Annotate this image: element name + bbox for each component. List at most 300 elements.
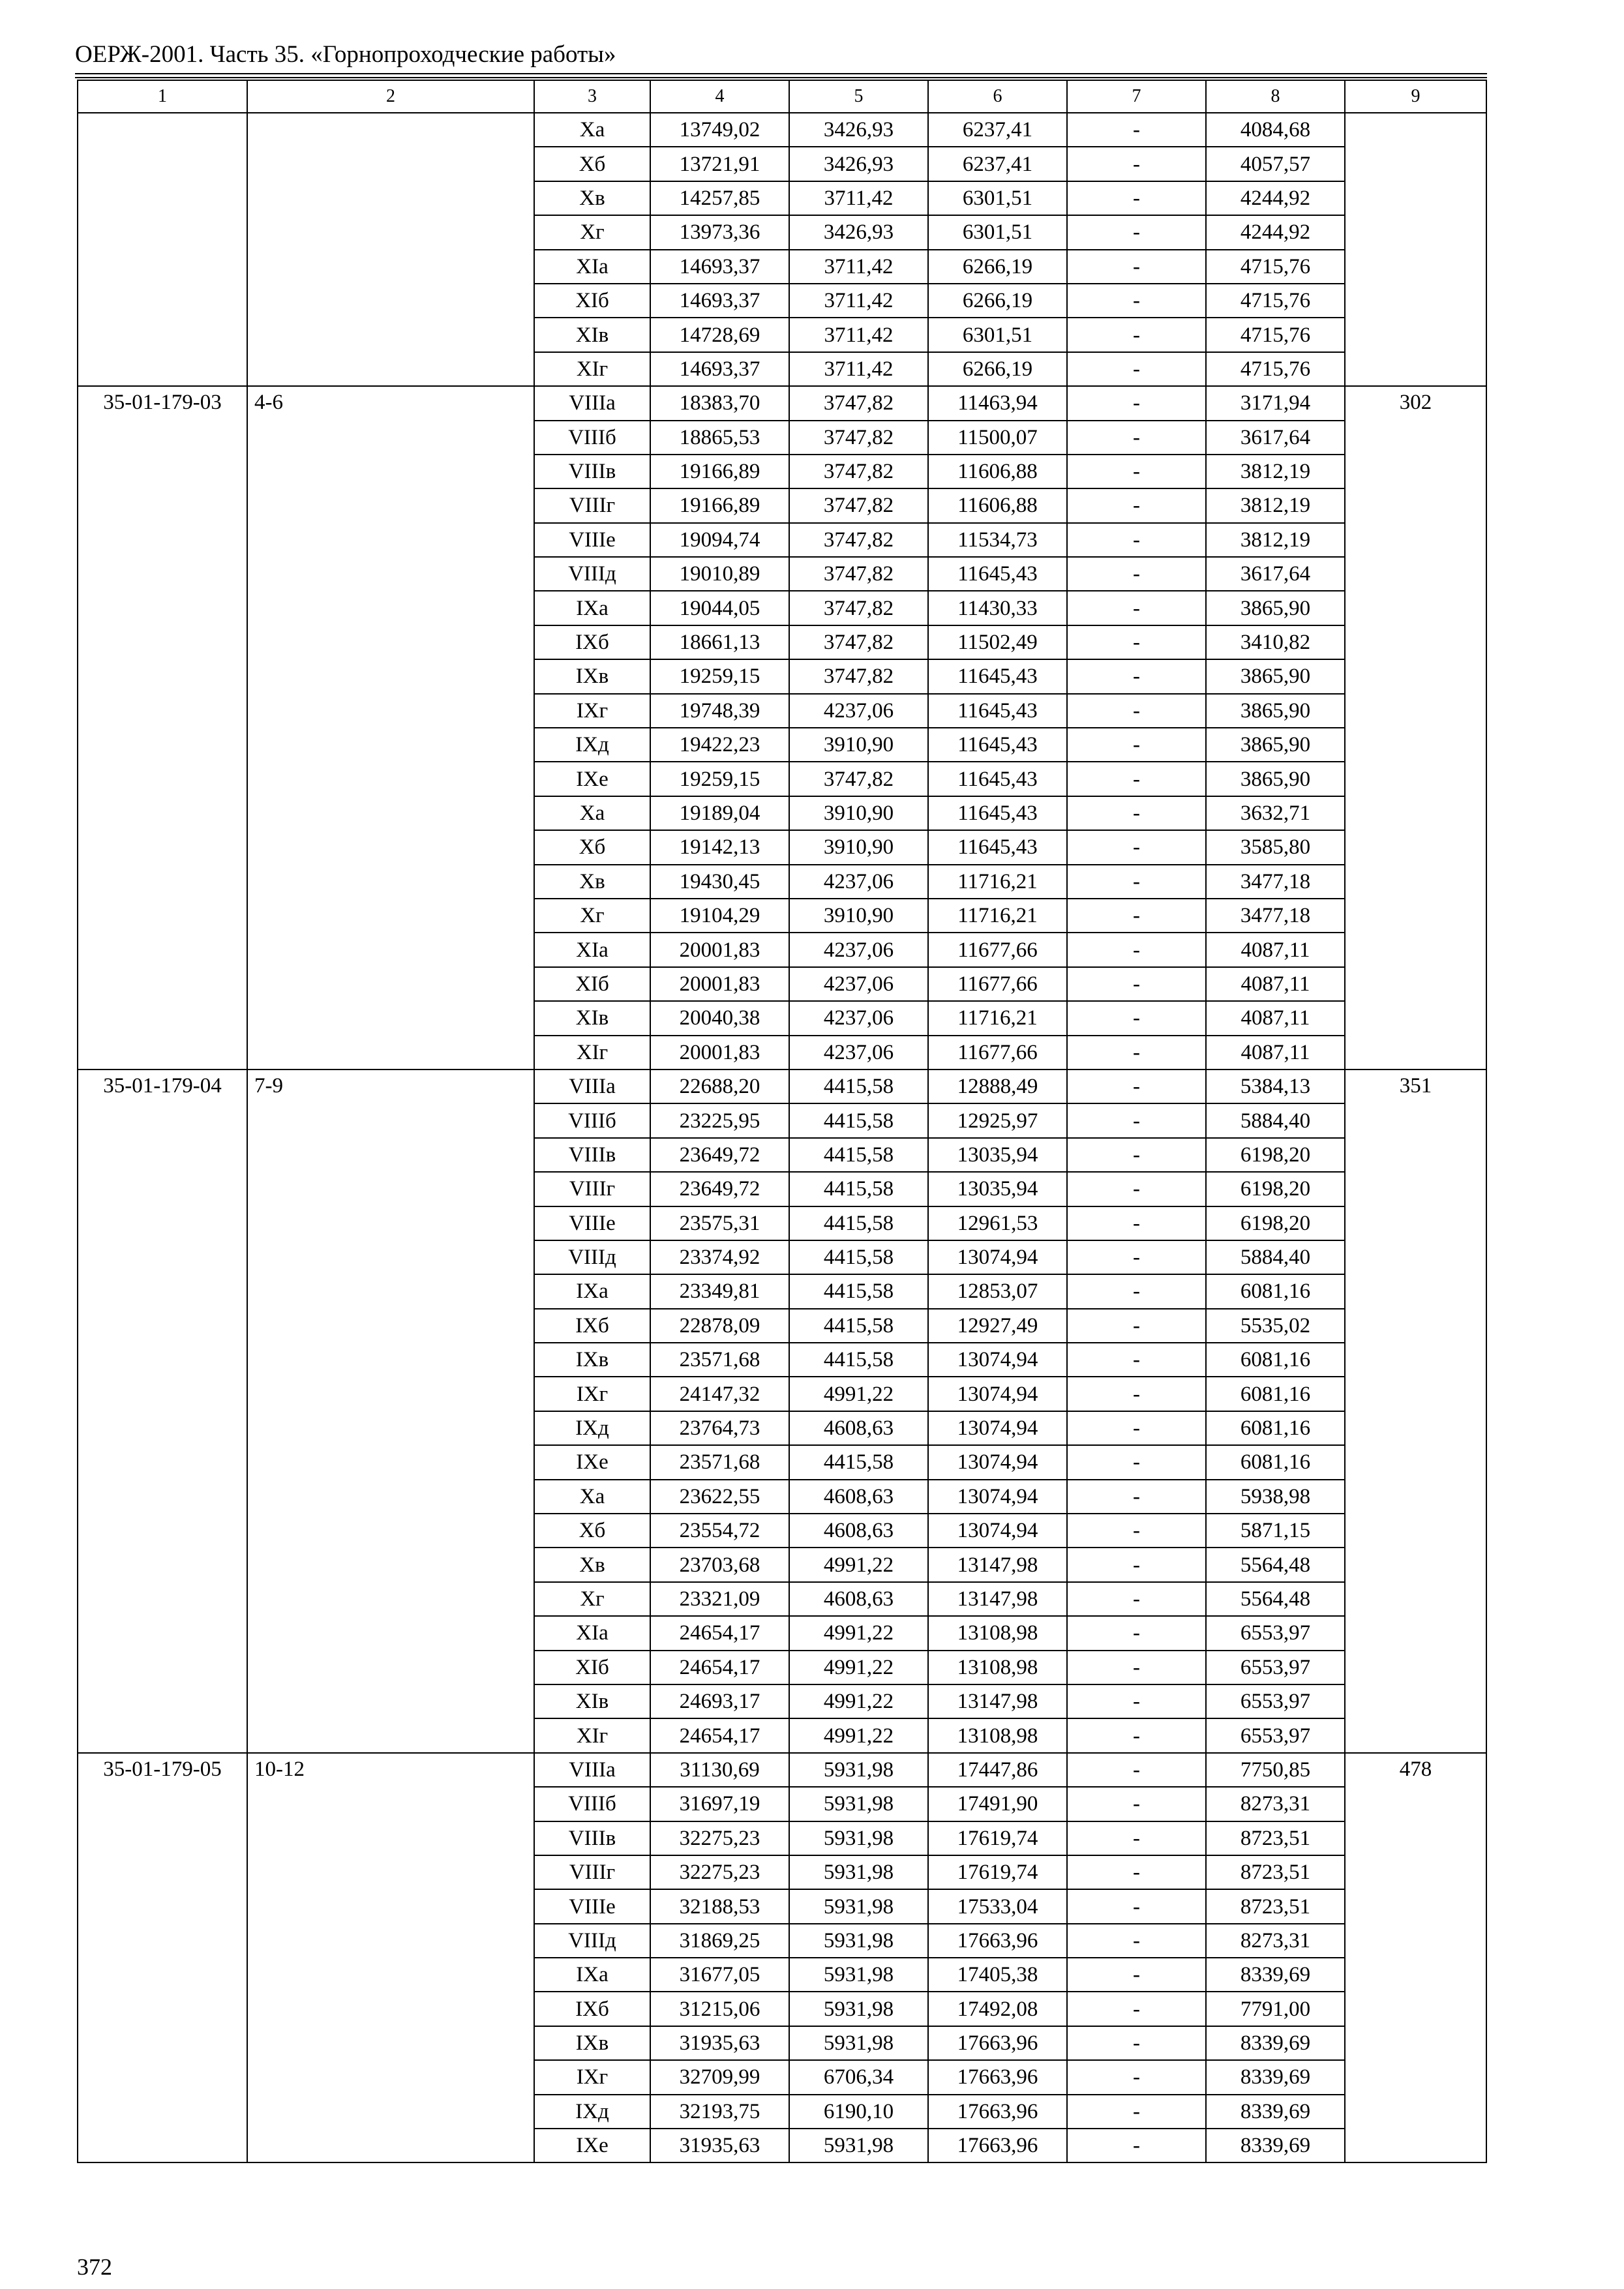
col7-cell: - (1067, 318, 1206, 352)
machine-cost-cell: 11645,43 (928, 762, 1067, 796)
category-cell: IXа (534, 1958, 650, 1992)
col7-cell: - (1067, 1616, 1206, 1650)
total-cost-cell: 31935,63 (650, 2129, 789, 2162)
machine-cost-cell: 13074,94 (928, 1411, 1067, 1445)
materials-cost-cell: 8723,51 (1206, 1821, 1345, 1855)
total-cost-cell: 20001,83 (650, 967, 789, 1001)
column-number-row (78, 80, 1486, 113)
materials-cost-cell: 4244,92 (1206, 215, 1345, 249)
category-cell: VIIIа (534, 1753, 650, 1787)
col7-cell: - (1067, 1343, 1206, 1377)
materials-cost-cell: 4087,11 (1206, 1036, 1345, 1070)
labor-cost-cell: 3426,93 (789, 215, 928, 249)
materials-cost-cell: 6198,20 (1206, 1172, 1345, 1206)
machine-cost-cell: 17663,96 (928, 2095, 1067, 2129)
col7-cell: - (1067, 694, 1206, 728)
range-cell (247, 113, 534, 386)
labor-cost-cell: 3747,82 (789, 523, 928, 557)
labor-cost-cell: 4415,58 (789, 1103, 928, 1137)
category-cell: VIIIв (534, 455, 650, 488)
materials-cost-cell: 3812,19 (1206, 488, 1345, 522)
labor-cost-cell: 3747,82 (789, 625, 928, 659)
labor-cost-cell: 4237,06 (789, 933, 928, 966)
col7-cell: - (1067, 1070, 1206, 1103)
category-cell: VIIIв (534, 1821, 650, 1855)
col7-cell: - (1067, 1103, 1206, 1137)
col7-cell: - (1067, 1958, 1206, 1992)
total-cost-cell: 23622,55 (650, 1480, 789, 1514)
materials-cost-cell: 6553,97 (1206, 1718, 1345, 1752)
category-cell: XIа (534, 250, 650, 284)
category-cell: VIIIд (534, 1240, 650, 1274)
col7-cell: - (1067, 762, 1206, 796)
col7-cell: - (1067, 1821, 1206, 1855)
total-cost-cell: 19010,89 (650, 557, 789, 591)
category-cell: Xа (534, 113, 650, 147)
col7-cell: - (1067, 250, 1206, 284)
category-cell: VIIIа (534, 386, 650, 420)
total-cost-cell: 14693,37 (650, 284, 789, 318)
col7-cell: - (1067, 1787, 1206, 1821)
materials-cost-cell: 3477,18 (1206, 865, 1345, 899)
materials-cost-cell: 3410,82 (1206, 625, 1345, 659)
labor-cost-cell: 3910,90 (789, 728, 928, 762)
materials-cost-cell: 8339,69 (1206, 2060, 1345, 2094)
col7-cell: - (1067, 2026, 1206, 2060)
col7-cell: - (1067, 899, 1206, 933)
labor-cost-cell: 3426,93 (789, 147, 928, 181)
materials-cost-cell: 3617,64 (1206, 557, 1345, 591)
machine-cost-cell: 17492,08 (928, 1992, 1067, 2026)
category-cell: VIIIв (534, 1138, 650, 1172)
machine-cost-cell: 13147,98 (928, 1548, 1067, 1581)
total-cost-cell: 13749,02 (650, 113, 789, 147)
category-cell: IXб (534, 1992, 650, 2026)
category-cell: IXа (534, 591, 650, 625)
machine-cost-cell: 11677,66 (928, 1036, 1067, 1070)
col7-cell: - (1067, 659, 1206, 693)
total-cost-cell: 23649,72 (650, 1172, 789, 1206)
category-cell: Xг (534, 899, 650, 933)
category-cell: VIIIб (534, 421, 650, 455)
category-cell: VIIIд (534, 557, 650, 591)
materials-cost-cell: 4715,76 (1206, 352, 1345, 386)
category-cell: IXд (534, 1411, 650, 1445)
col7-cell: - (1067, 1240, 1206, 1274)
category-cell: XIв (534, 1684, 650, 1718)
machine-cost-cell: 13035,94 (928, 1172, 1067, 1206)
rates-table-body (78, 80, 1486, 2162)
col7-cell: - (1067, 284, 1206, 318)
col7-cell: - (1067, 1480, 1206, 1514)
column-number: 1 (78, 80, 247, 113)
materials-cost-cell: 4057,57 (1206, 147, 1345, 181)
col7-cell: - (1067, 147, 1206, 181)
total-cost-cell: 19142,13 (650, 830, 789, 864)
materials-cost-cell: 5564,48 (1206, 1548, 1345, 1581)
machine-cost-cell: 13147,98 (928, 1582, 1067, 1616)
machine-cost-cell: 11606,88 (928, 488, 1067, 522)
labor-cost-cell: 5931,98 (789, 1753, 928, 1787)
machine-cost-cell: 12927,49 (928, 1309, 1067, 1343)
labor-cost-cell: 6190,10 (789, 2095, 928, 2129)
category-cell: Xв (534, 1548, 650, 1581)
materials-cost-cell: 8723,51 (1206, 1889, 1345, 1923)
machine-cost-cell: 13074,94 (928, 1343, 1067, 1377)
total-cost-cell: 23554,72 (650, 1514, 789, 1548)
total-cost-cell: 23374,92 (650, 1240, 789, 1274)
machine-cost-cell: 13108,98 (928, 1718, 1067, 1752)
rates-table (77, 80, 1487, 2163)
materials-cost-cell: 3617,64 (1206, 421, 1345, 455)
col7-cell: - (1067, 1274, 1206, 1308)
machine-cost-cell: 6266,19 (928, 250, 1067, 284)
labor-cost-cell: 3910,90 (789, 899, 928, 933)
machine-cost-cell: 17533,04 (928, 1889, 1067, 1923)
col7-cell: - (1067, 1651, 1206, 1684)
col7-cell: - (1067, 591, 1206, 625)
labor-cost-cell: 3747,82 (789, 659, 928, 693)
total-cost-cell: 19430,45 (650, 865, 789, 899)
materials-cost-cell: 3865,90 (1206, 659, 1345, 693)
labor-cost-cell: 4237,06 (789, 694, 928, 728)
category-cell: IXг (534, 2060, 650, 2094)
machine-cost-cell: 11645,43 (928, 659, 1067, 693)
total-cost-cell: 24147,32 (650, 1377, 789, 1411)
col7-cell: - (1067, 557, 1206, 591)
materials-cost-cell: 3865,90 (1206, 591, 1345, 625)
labor-cost-cell: 3747,82 (789, 591, 928, 625)
machine-cost-cell: 6266,19 (928, 352, 1067, 386)
materials-cost-cell: 3632,71 (1206, 796, 1345, 830)
total-cost-cell: 19166,89 (650, 455, 789, 488)
category-cell: XIв (534, 1001, 650, 1035)
category-cell: IXб (534, 1309, 650, 1343)
machine-cost-cell: 17663,96 (928, 1924, 1067, 1958)
total-cost-cell: 31215,06 (650, 1992, 789, 2026)
labor-cost-cell: 4415,58 (789, 1206, 928, 1240)
materials-cost-cell: 4087,11 (1206, 967, 1345, 1001)
category-cell: IXе (534, 2129, 650, 2162)
total-cost-cell: 19259,15 (650, 659, 789, 693)
category-cell: IXе (534, 762, 650, 796)
labor-cost-cell: 4608,63 (789, 1514, 928, 1548)
col7-cell: - (1067, 1206, 1206, 1240)
table-row (78, 1070, 1486, 1103)
machine-cost-cell: 13074,94 (928, 1445, 1067, 1479)
machine-cost-cell: 12853,07 (928, 1274, 1067, 1308)
col7-cell: - (1067, 421, 1206, 455)
total-cost-cell: 18661,13 (650, 625, 789, 659)
machine-cost-cell: 13035,94 (928, 1138, 1067, 1172)
total-cost-cell: 18383,70 (650, 386, 789, 420)
labor-cost-cell: 4991,22 (789, 1718, 928, 1752)
col7-cell: - (1067, 1889, 1206, 1923)
labor-cost-cell: 5931,98 (789, 1958, 928, 1992)
labor-hours-cell: 478 (1345, 1753, 1486, 2163)
col7-cell: - (1067, 625, 1206, 659)
machine-cost-cell: 17619,74 (928, 1821, 1067, 1855)
materials-cost-cell: 8339,69 (1206, 1958, 1345, 1992)
col7-cell: - (1067, 455, 1206, 488)
col7-cell: - (1067, 2060, 1206, 2094)
range-cell: 10-12 (247, 1753, 534, 2163)
materials-cost-cell: 3477,18 (1206, 899, 1345, 933)
materials-cost-cell: 7750,85 (1206, 1753, 1345, 1787)
machine-cost-cell: 6266,19 (928, 284, 1067, 318)
total-cost-cell: 24654,17 (650, 1651, 789, 1684)
labor-cost-cell: 5931,98 (789, 2026, 928, 2060)
total-cost-cell: 13721,91 (650, 147, 789, 181)
labor-cost-cell: 3910,90 (789, 796, 928, 830)
col7-cell: - (1067, 865, 1206, 899)
col7-cell: - (1067, 2095, 1206, 2129)
column-number: 7 (1067, 80, 1206, 113)
machine-cost-cell: 13074,94 (928, 1514, 1067, 1548)
total-cost-cell: 22878,09 (650, 1309, 789, 1343)
total-cost-cell: 23225,95 (650, 1103, 789, 1137)
machine-cost-cell: 11677,66 (928, 967, 1067, 1001)
total-cost-cell: 14693,37 (650, 250, 789, 284)
labor-cost-cell: 4415,58 (789, 1172, 928, 1206)
total-cost-cell: 23321,09 (650, 1582, 789, 1616)
col7-cell: - (1067, 1001, 1206, 1035)
machine-cost-cell: 6301,51 (928, 215, 1067, 249)
materials-cost-cell: 6198,20 (1206, 1138, 1345, 1172)
machine-cost-cell: 11716,21 (928, 865, 1067, 899)
labor-cost-cell: 5931,98 (789, 1889, 928, 1923)
machine-cost-cell: 11716,21 (928, 1001, 1067, 1035)
total-cost-cell: 19189,04 (650, 796, 789, 830)
column-number: 4 (650, 80, 789, 113)
labor-cost-cell: 5931,98 (789, 1787, 928, 1821)
total-cost-cell: 32275,23 (650, 1855, 789, 1889)
total-cost-cell: 19259,15 (650, 762, 789, 796)
materials-cost-cell: 4244,92 (1206, 181, 1345, 215)
labor-cost-cell: 3711,42 (789, 284, 928, 318)
category-cell: Xв (534, 865, 650, 899)
col7-cell: - (1067, 2129, 1206, 2162)
machine-cost-cell: 13074,94 (928, 1377, 1067, 1411)
total-cost-cell: 20001,83 (650, 933, 789, 966)
machine-cost-cell: 17405,38 (928, 1958, 1067, 1992)
total-cost-cell: 19748,39 (650, 694, 789, 728)
total-cost-cell: 19094,74 (650, 523, 789, 557)
table-row (78, 1753, 1486, 1787)
materials-cost-cell: 3812,19 (1206, 523, 1345, 557)
labor-cost-cell: 4608,63 (789, 1411, 928, 1445)
labor-cost-cell: 4415,58 (789, 1070, 928, 1103)
header-rule-bottom (75, 77, 1487, 78)
labor-cost-cell: 3747,82 (789, 455, 928, 488)
materials-cost-cell: 6081,16 (1206, 1411, 1345, 1445)
materials-cost-cell: 5871,15 (1206, 1514, 1345, 1548)
materials-cost-cell: 3171,94 (1206, 386, 1345, 420)
materials-cost-cell: 6553,97 (1206, 1651, 1345, 1684)
category-cell: XIг (534, 352, 650, 386)
materials-cost-cell: 6081,16 (1206, 1445, 1345, 1479)
labor-cost-cell: 3747,82 (789, 386, 928, 420)
total-cost-cell: 24654,17 (650, 1718, 789, 1752)
labor-cost-cell: 5931,98 (789, 1855, 928, 1889)
total-cost-cell: 32188,53 (650, 1889, 789, 1923)
labor-cost-cell: 5931,98 (789, 1992, 928, 2026)
materials-cost-cell: 8273,31 (1206, 1924, 1345, 1958)
machine-cost-cell: 13074,94 (928, 1240, 1067, 1274)
category-cell: VIIIб (534, 1103, 650, 1137)
category-cell: XIв (534, 318, 650, 352)
total-cost-cell: 23571,68 (650, 1445, 789, 1479)
labor-cost-cell: 3711,42 (789, 250, 928, 284)
total-cost-cell: 23703,68 (650, 1548, 789, 1581)
labor-cost-cell: 5931,98 (789, 2129, 928, 2162)
labor-hours-cell (1345, 113, 1486, 386)
machine-cost-cell: 13147,98 (928, 1684, 1067, 1718)
col7-cell: - (1067, 352, 1206, 386)
rate-code-cell: 35-01-179-05 (78, 1753, 247, 2163)
col7-cell: - (1067, 523, 1206, 557)
col7-cell: - (1067, 1855, 1206, 1889)
machine-cost-cell: 17619,74 (928, 1855, 1067, 1889)
category-cell: IXг (534, 694, 650, 728)
machine-cost-cell: 17663,96 (928, 2026, 1067, 2060)
machine-cost-cell: 13108,98 (928, 1651, 1067, 1684)
col7-cell: - (1067, 488, 1206, 522)
machine-cost-cell: 17491,90 (928, 1787, 1067, 1821)
col7-cell: - (1067, 1684, 1206, 1718)
rate-code-cell: 35-01-179-03 (78, 386, 247, 1070)
labor-cost-cell: 3747,82 (789, 488, 928, 522)
total-cost-cell: 20040,38 (650, 1001, 789, 1035)
labor-cost-cell: 4991,22 (789, 1651, 928, 1684)
machine-cost-cell: 12961,53 (928, 1206, 1067, 1240)
total-cost-cell: 24693,17 (650, 1684, 789, 1718)
category-cell: XIб (534, 1651, 650, 1684)
labor-cost-cell: 3711,42 (789, 318, 928, 352)
machine-cost-cell: 12888,49 (928, 1070, 1067, 1103)
category-cell: Xа (534, 1480, 650, 1514)
total-cost-cell: 19104,29 (650, 899, 789, 933)
total-cost-cell: 23571,68 (650, 1343, 789, 1377)
total-cost-cell: 23764,73 (650, 1411, 789, 1445)
col7-cell: - (1067, 967, 1206, 1001)
rate-code-cell (78, 113, 247, 386)
rate-code-cell: 35-01-179-04 (78, 1070, 247, 1753)
labor-cost-cell: 3747,82 (789, 557, 928, 591)
col7-cell: - (1067, 1548, 1206, 1581)
column-number: 2 (247, 80, 534, 113)
category-cell: VIIIд (534, 1924, 650, 1958)
col7-cell: - (1067, 1036, 1206, 1070)
total-cost-cell: 23649,72 (650, 1138, 789, 1172)
col7-cell: - (1067, 215, 1206, 249)
total-cost-cell: 32193,75 (650, 2095, 789, 2129)
labor-cost-cell: 4608,63 (789, 1582, 928, 1616)
category-cell: VIIIг (534, 1172, 650, 1206)
machine-cost-cell: 12925,97 (928, 1103, 1067, 1137)
col7-cell: - (1067, 1445, 1206, 1479)
page-number: 372 (77, 2254, 112, 2280)
labor-cost-cell: 6706,34 (789, 2060, 928, 2094)
materials-cost-cell: 8339,69 (1206, 2095, 1345, 2129)
machine-cost-cell: 11430,33 (928, 591, 1067, 625)
col7-cell: - (1067, 1753, 1206, 1787)
labor-cost-cell: 3711,42 (789, 181, 928, 215)
col7-cell: - (1067, 1924, 1206, 1958)
column-number: 6 (928, 80, 1067, 113)
category-cell: VIIIг (534, 1855, 650, 1889)
table-row (78, 386, 1486, 420)
category-cell: XIа (534, 933, 650, 966)
total-cost-cell: 31130,69 (650, 1753, 789, 1787)
col7-cell: - (1067, 933, 1206, 966)
total-cost-cell: 18865,53 (650, 421, 789, 455)
materials-cost-cell: 5535,02 (1206, 1309, 1345, 1343)
materials-cost-cell: 4715,76 (1206, 284, 1345, 318)
total-cost-cell: 31697,19 (650, 1787, 789, 1821)
category-cell: VIIIе (534, 1206, 650, 1240)
materials-cost-cell: 3865,90 (1206, 762, 1345, 796)
total-cost-cell: 19044,05 (650, 591, 789, 625)
category-cell: IXг (534, 1377, 650, 1411)
machine-cost-cell: 13074,94 (928, 1480, 1067, 1514)
labor-cost-cell: 4608,63 (789, 1480, 928, 1514)
column-number: 5 (789, 80, 928, 113)
machine-cost-cell: 6237,41 (928, 147, 1067, 181)
materials-cost-cell: 8339,69 (1206, 2026, 1345, 2060)
col7-cell: - (1067, 796, 1206, 830)
materials-cost-cell: 4715,76 (1206, 318, 1345, 352)
col7-cell: - (1067, 1411, 1206, 1445)
labor-cost-cell: 5931,98 (789, 1924, 928, 1958)
document-header: ОЕРЖ-2001. Часть 35. «Горнопроходческие работы» (75, 41, 616, 68)
materials-cost-cell: 4087,11 (1206, 1001, 1345, 1035)
total-cost-cell: 13973,36 (650, 215, 789, 249)
table-row (78, 113, 1486, 147)
machine-cost-cell: 11645,43 (928, 557, 1067, 591)
labor-cost-cell: 4415,58 (789, 1240, 928, 1274)
total-cost-cell: 22688,20 (650, 1070, 789, 1103)
category-cell: Xг (534, 215, 650, 249)
machine-cost-cell: 11645,43 (928, 728, 1067, 762)
category-cell: Xа (534, 796, 650, 830)
materials-cost-cell: 4084,68 (1206, 113, 1345, 147)
range-cell: 4-6 (247, 386, 534, 1070)
category-cell: IXе (534, 1445, 650, 1479)
materials-cost-cell: 3865,90 (1206, 728, 1345, 762)
materials-cost-cell: 4087,11 (1206, 933, 1345, 966)
labor-cost-cell: 4237,06 (789, 967, 928, 1001)
materials-cost-cell: 6553,97 (1206, 1616, 1345, 1650)
total-cost-cell: 19422,23 (650, 728, 789, 762)
total-cost-cell: 23349,81 (650, 1274, 789, 1308)
col7-cell: - (1067, 1514, 1206, 1548)
labor-cost-cell: 4415,58 (789, 1138, 928, 1172)
category-cell: IXб (534, 625, 650, 659)
total-cost-cell: 14693,37 (650, 352, 789, 386)
col7-cell: - (1067, 1377, 1206, 1411)
category-cell: Xб (534, 147, 650, 181)
category-cell: XIб (534, 967, 650, 1001)
machine-cost-cell: 11716,21 (928, 899, 1067, 933)
labor-cost-cell: 3747,82 (789, 762, 928, 796)
total-cost-cell: 31869,25 (650, 1924, 789, 1958)
category-cell: XIа (534, 1616, 650, 1650)
materials-cost-cell: 8273,31 (1206, 1787, 1345, 1821)
labor-cost-cell: 4415,58 (789, 1445, 928, 1479)
category-cell: Xг (534, 1582, 650, 1616)
col7-cell: - (1067, 1718, 1206, 1752)
